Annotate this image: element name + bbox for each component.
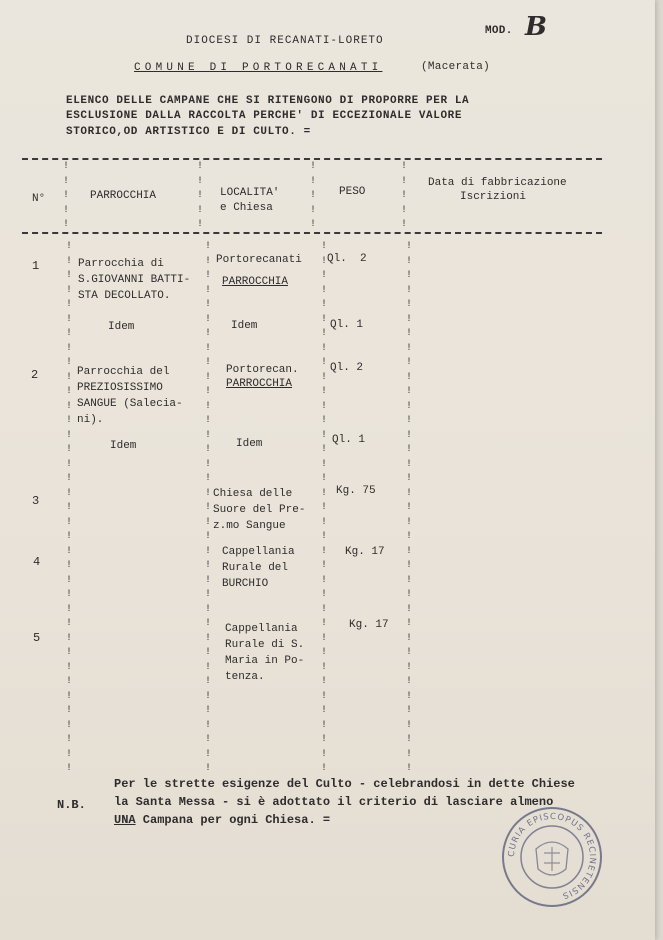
nota-line-1: Per le strette esigenze del Culto - celebrandosi in dette Chiese [114, 777, 575, 791]
column-separator: ! ! ! ! ! [310, 161, 317, 230]
column-separator: ! ! ! ! ! [63, 161, 70, 230]
row-parrocchia: Parrocchia di S.GIOVANNI BATTI- STA DECOLLATO. [78, 258, 191, 302]
row-peso: Ql. 1 [332, 434, 366, 446]
episcopal-seal-stamp [500, 805, 604, 909]
row-localita: Idem [236, 438, 263, 450]
column-separator: ! ! ! ! ! ! ! ! ! ! ! ! ! ! ! ! ! ! ! ! ! ! ! ! ! ! ! ! ! ! ! ! ! ! ! ! ! [406, 241, 413, 774]
nota-line-3 [114, 811, 330, 829]
province-label: (Macerata) [421, 61, 491, 73]
nota-rest: Campana per ogni Chiesa. = [135, 813, 331, 827]
column-separator: ! ! ! ! ! ! ! ! ! ! ! ! ! ! ! ! ! ! ! ! ! ! ! ! ! ! ! ! ! ! ! ! ! ! ! ! ! [321, 241, 328, 774]
row-peso: Kg. 75 [336, 485, 376, 497]
column-separator: ! ! ! ! ! ! ! ! ! ! ! ! ! ! ! ! ! ! ! ! ! ! ! ! ! ! ! ! ! ! ! ! ! ! ! ! ! [66, 241, 73, 774]
row-number: 2 [31, 368, 39, 382]
column-separator: ! ! ! ! ! ! ! ! ! ! ! ! ! ! ! ! ! ! ! ! ! ! ! ! ! ! ! ! ! ! ! ! ! ! ! ! ! [205, 241, 212, 774]
header-peso: PESO [339, 186, 366, 198]
nota-label: N.B. [57, 798, 86, 812]
header-iscrizioni: Iscrizioni [460, 191, 527, 203]
row-peso: Kg. 17 [345, 546, 385, 558]
header-number: N° [32, 193, 46, 205]
row-peso: Kg. 17 [349, 619, 389, 631]
nota-line-2: la Santa Messa - si è adottato il criterio di lasciare almeno [114, 795, 554, 809]
row-parrocchia: Idem [108, 321, 135, 333]
header-parrocchia: PARROCCHIA [90, 190, 157, 202]
intro-line-3: STORICO,OD ARTISTICO E DI CULTO. = [66, 126, 311, 138]
header-localita: LOCALITA' [220, 187, 280, 199]
row-localita: Cappellania Rurale di S. Maria in Po- tenza. [225, 623, 305, 683]
row-localita: Cappellania Rurale del BURCHIO [222, 546, 295, 590]
row-localita-sub: PARROCCHIA [226, 378, 293, 390]
row-localita: Idem [231, 320, 258, 332]
row-localita: Portorecanati [216, 254, 302, 266]
model-letter-handwritten: B [525, 12, 548, 42]
seal-text: CURIA EPISCOPUS RECINETENSIS [506, 811, 598, 901]
row-peso: Ql. 1 [330, 319, 364, 331]
comune-heading: COMUNE DI PORTORECANATI [134, 62, 383, 74]
row-localita-sub: PARROCCHIA [222, 276, 289, 288]
nota-underlined: UNA [114, 813, 136, 827]
row-number: 3 [32, 494, 40, 508]
header-localita-sub: e Chiesa [220, 202, 273, 214]
column-separator: ! ! ! ! ! [197, 161, 204, 230]
row-parrocchia: Idem [110, 440, 137, 452]
row-parrocchia: Parrocchia del PREZIOSISSIMO SANGUE (Salecia- ni). [77, 366, 183, 426]
row-localita: Portorecan. [226, 364, 299, 376]
row-number: 5 [33, 631, 41, 645]
intro-line-2: ESCLUSIONE DALLA RACCOLTA PERCHE' DI ECCEZIONALE VALORE [66, 110, 463, 122]
column-separator: ! ! ! ! ! [401, 161, 408, 230]
row-number: 4 [33, 555, 41, 569]
row-peso: Ql. 2 [330, 362, 364, 374]
row-number: 1 [32, 259, 40, 273]
row-localita: Chiesa delle Suore del Pre- z.mo Sangue [213, 488, 306, 532]
diocese-heading: DIOCESI DI RECANATI-LORETO [186, 35, 384, 47]
model-label: MOD. [485, 25, 513, 37]
row-peso: Ql. 2 [327, 253, 367, 265]
header-data-fabbricazione: Data di fabbricazione [428, 177, 567, 189]
intro-line-1: ELENCO DELLE CAMPANE CHE SI RITENGONO DI PROPORRE PER LA [66, 95, 470, 107]
